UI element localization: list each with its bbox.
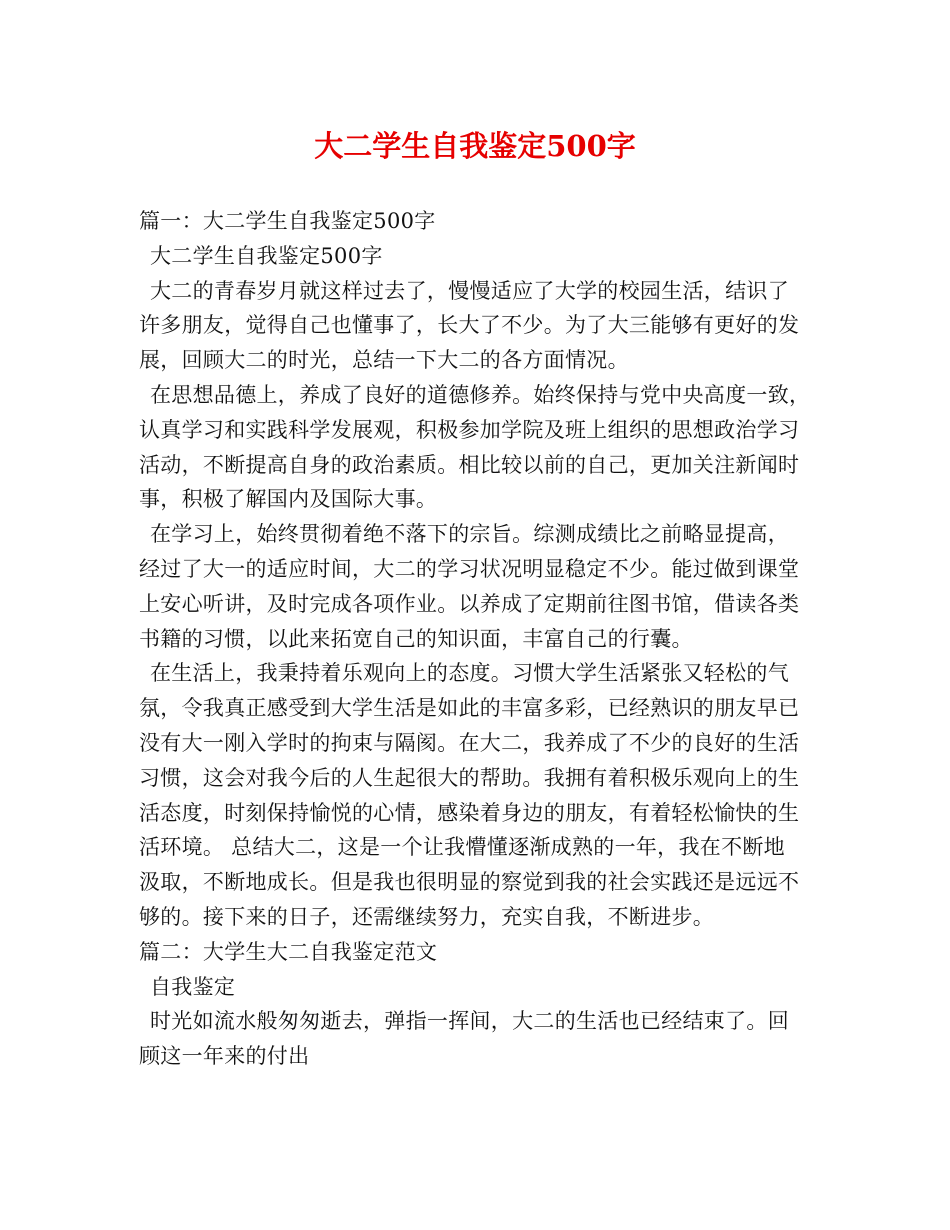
text-line: 许多朋友，觉得自己也懂事了，长大了不少。为了大三能够有更好的发 [139, 313, 800, 338]
text-line: 够的。接下来的日子，还需继续努力，充实自我，不断进步。 [139, 904, 715, 929]
text-line: 在生活上，我秉持着乐观向上的态度。习惯大学生活紧张又轻松的气 [150, 661, 789, 686]
text-line: 书籍的习惯，以此来拓宽自己的知识面，丰富自己的行囊。 [139, 626, 693, 651]
text-line: 认真学习和实践科学发展观，积极参加学院及班上组织的思想政治学习 [139, 417, 800, 442]
text-line: 习惯，这会对我今后的人生起很大的帮助。我拥有着积极乐观向上的生 [139, 765, 800, 790]
text-line: 大二的青春岁月就这样过去了，慢慢适应了大学的校园生活，结识了 [150, 278, 789, 303]
text-line: 没有大一刚入学时的拘束与隔阂。在大二，我养成了不少的良好的生活 [139, 730, 800, 755]
text-line: 活态度，时刻保持愉悦的心情，感染着身边的朋友，有着轻松愉快的生 [139, 800, 800, 825]
text-line: 事，积极了解国内及国际大事。 [139, 487, 438, 512]
text-line: 展，回顾大二的时光，总结一下大二的各方面情况。 [139, 348, 629, 373]
text-line: 篇二：大学生大二自我鉴定范文 [139, 939, 438, 964]
text-line: 经过了大一的适应时间，大二的学习状况明显稳定不少。能过做到课堂 [139, 556, 800, 581]
text-line: 在思想品德上，养成了良好的道德修养。始终保持与党中央高度一致， [150, 382, 811, 407]
text-line: 氛，令我真正感受到大学生活是如此的丰富多彩，已经熟识的朋友早已 [139, 696, 800, 721]
text-line: 篇一：大二学生自我鉴定500字 [139, 209, 436, 233]
text-line: 时光如流水般匆匆逝去，弹指一挥间，大二的生活也已经结束了。回 [150, 1009, 789, 1034]
text-line: 大二学生自我鉴定500字 [150, 243, 383, 268]
page-title: 大二学生自我鉴定500字 [314, 129, 636, 163]
document-body [139, 204, 815, 1074]
text-line: 汲取，不断地成长。但是我也很明显的察觉到我的社会实践还是远远不 [139, 870, 800, 895]
text-line: 活环境。 总结大二，这是一个让我懵懂逐渐成熟的一年，我在不断地 [139, 835, 785, 860]
text-line: 顾这一年来的付出 [139, 1044, 310, 1069]
text-line: 活动，不断提高自身的政治素质。相比较以前的自己，更加关注新闻时 [139, 452, 800, 477]
text-line: 在学习上，始终贯彻着绝不落下的宗旨。综测成绩比之前略显提高， [150, 522, 789, 547]
text-line: 上安心听讲，及时完成各项作业。以养成了定期前往图书馆，借读各类 [139, 591, 800, 616]
text-line: 自我鉴定 [150, 974, 236, 999]
